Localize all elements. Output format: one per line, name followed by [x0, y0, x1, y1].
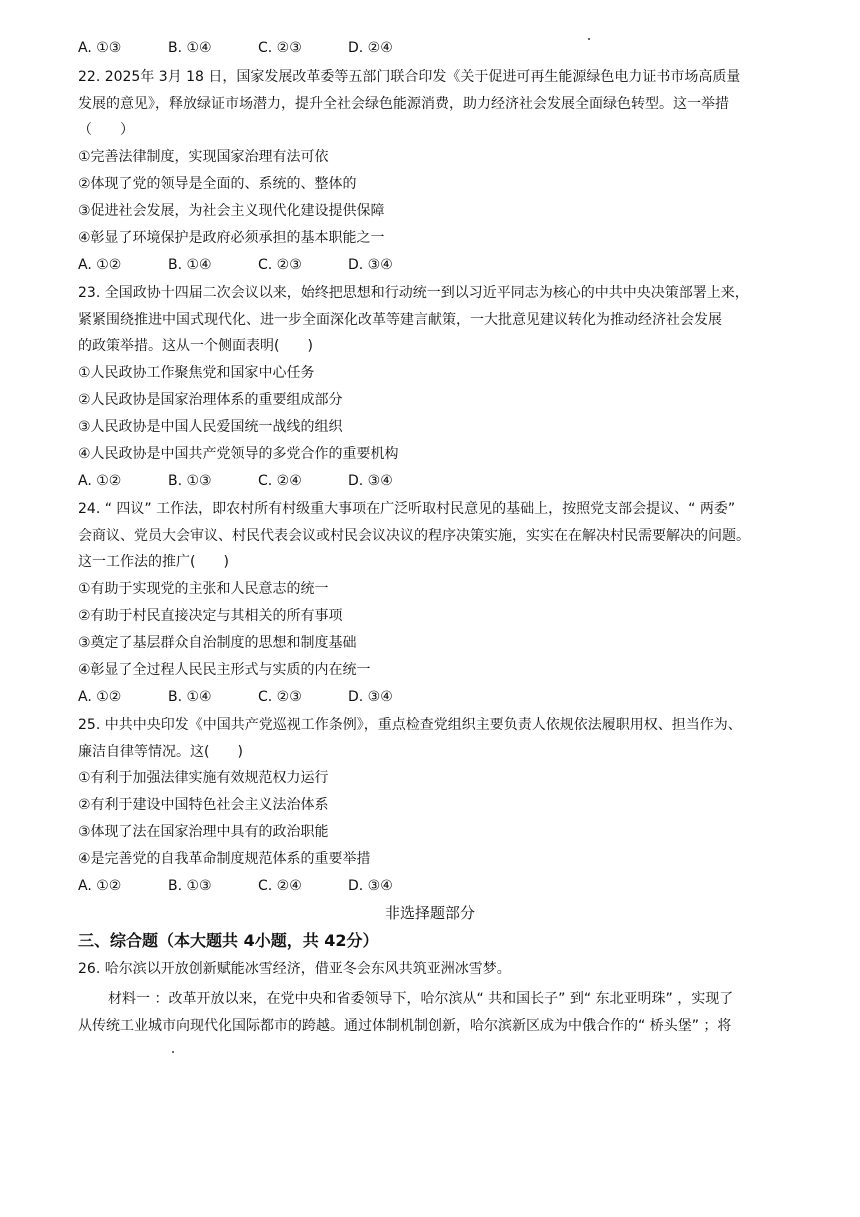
q25-item-1: ①有利于加强法律实施有效规范权力运行 [78, 770, 329, 786]
q22-stem-line: （ ） [78, 122, 134, 138]
option-d: D. ③④ [348, 689, 393, 705]
option-d: D. ③④ [348, 473, 393, 489]
q23-item-4: ④人民政协是中国共产党领导的多党合作的重要机构 [78, 446, 399, 462]
option-b: B. ①③ [168, 473, 212, 489]
q22-item-2: ②体现了党的领导是全面的、系统的、整体的 [78, 176, 357, 192]
q22-stem-line: 发展的意见》，释放绿证市场潜力，提升全社会绿色能源消费，助力经济社会发展全面绿色转型。这一举措 [78, 96, 729, 112]
q24-item-4: ④彰显了全过程人民民主形式与实质的内在统一 [78, 662, 371, 678]
q26-material-line: 材料一 ：改革开放以来，在党中央和省委领导下，哈尔滨从“ 共和国长子” 到“ 东北亚明珠” ，实现了 [108, 991, 734, 1007]
q22-stem-line: 22. 2025年 3月 18 日，国家发展改革委等五部门联合印发《关于促进可再生能源绿色电力证书市场高质量 [78, 69, 741, 85]
option-a: A. ①③ [78, 40, 122, 56]
option-d: D. ③④ [348, 878, 393, 894]
q24-item-2: ②有助于村民直接决定与其相关的所有事项 [78, 608, 343, 624]
q24-item-1: ①有助于实现党的主张和人民意志的统一 [78, 581, 329, 597]
option-a: A. ①② [78, 689, 122, 705]
q23-item-2: ②人民政协是国家治理体系的重要组成部分 [78, 392, 343, 408]
speck-mark [172, 1051, 174, 1053]
q25-item-2: ②有利于建设中国特色社会主义法治体系 [78, 797, 329, 813]
option-c: C. ②③ [258, 689, 302, 705]
q23-stem-line: 紧紧围绕推进中国式现代化、进一步全面深化改革等建言献策，一大批意见建议转化为推动经济社会发展 [78, 312, 722, 328]
q24-stem-line: 会商议、党员大会审议、村民代表会议或村民会议决议的程序决策实施，实实在在解决村民需要解决的问题。 [78, 528, 750, 544]
part-title: 非选择题部分 [384, 904, 475, 922]
q23-options [78, 471, 438, 491]
q22-item-3: ③促进社会发展，为社会主义现代化建设提供保障 [78, 203, 385, 219]
q24-options [78, 687, 438, 707]
option-b: B. ①④ [168, 257, 212, 273]
q25-options [78, 876, 438, 896]
section-title: 三、综合题（本大题共 4小题，共 42分） [78, 931, 379, 950]
option-b: B. ①④ [168, 689, 212, 705]
option-c: C. ②④ [258, 878, 302, 894]
q23-item-3: ③人民政协是中国人民爱国统一战线的组织 [78, 419, 343, 435]
q22-item-4: ④彰显了环境保护是政府必须承担的基本职能之一 [78, 230, 385, 246]
option-a: A. ①② [78, 878, 122, 894]
option-b: B. ①③ [168, 878, 212, 894]
option-c: C. ②③ [258, 40, 302, 56]
q23-item-1: ①人民政协工作聚焦党和国家中心任务 [78, 365, 315, 381]
option-d: D. ③④ [348, 257, 393, 273]
q26-material-line: 从传统工业城市向现代化国际都市的跨越。通过体制机制创新，哈尔滨新区成为中俄合作的“ 桥头堡” ；将 [78, 1018, 732, 1034]
q22-item-1: ①完善法律制度，实现国家治理有法可依 [78, 149, 329, 165]
q24-item-3: ③奠定了基层群众自治制度的思想和制度基础 [78, 635, 357, 651]
option-c: C. ②③ [258, 257, 302, 273]
q25-item-4: ④是完善党的自我革命制度规范体系的重要举措 [78, 851, 371, 867]
q26-stem: 26. 哈尔滨以开放创新赋能冰雪经济，借亚冬会东风共筑亚洲冰雪梦。 [78, 961, 511, 977]
speck-mark [588, 38, 590, 40]
option-a: A. ①② [78, 257, 122, 273]
q23-stem-line: 的政策举措。这从一个侧面表明( ) [78, 338, 313, 354]
q21-options [78, 38, 438, 58]
option-d: D. ②④ [348, 40, 393, 56]
q24-stem-line: 这一工作法的推广( ) [78, 554, 229, 570]
q24-stem-line: 24. “ 四议” 工作法，即农村所有村级重大事项在广泛听取村民意见的基础上，按照党支部会提议、“ 两委” [78, 501, 736, 517]
q23-stem-line: 23. 全国政协十四届二次会议以来，始终把思想和行动统一到以习近平同志为核心的中共中央决策部署上来， [78, 285, 749, 301]
option-a: A. ①② [78, 473, 122, 489]
q22-options [78, 255, 438, 275]
q25-stem-line: 25. 中共中央印发《中国共产党巡视工作条例》，重点检查党组织主要负责人依规依法履职用权、担当作为、 [78, 717, 742, 733]
option-c: C. ②④ [258, 473, 302, 489]
option-b: B. ①④ [168, 40, 212, 56]
q25-item-3: ③体现了法在国家治理中具有的政治职能 [78, 824, 329, 840]
q25-stem-line: 廉洁自律等情况。这( ) [78, 744, 243, 760]
